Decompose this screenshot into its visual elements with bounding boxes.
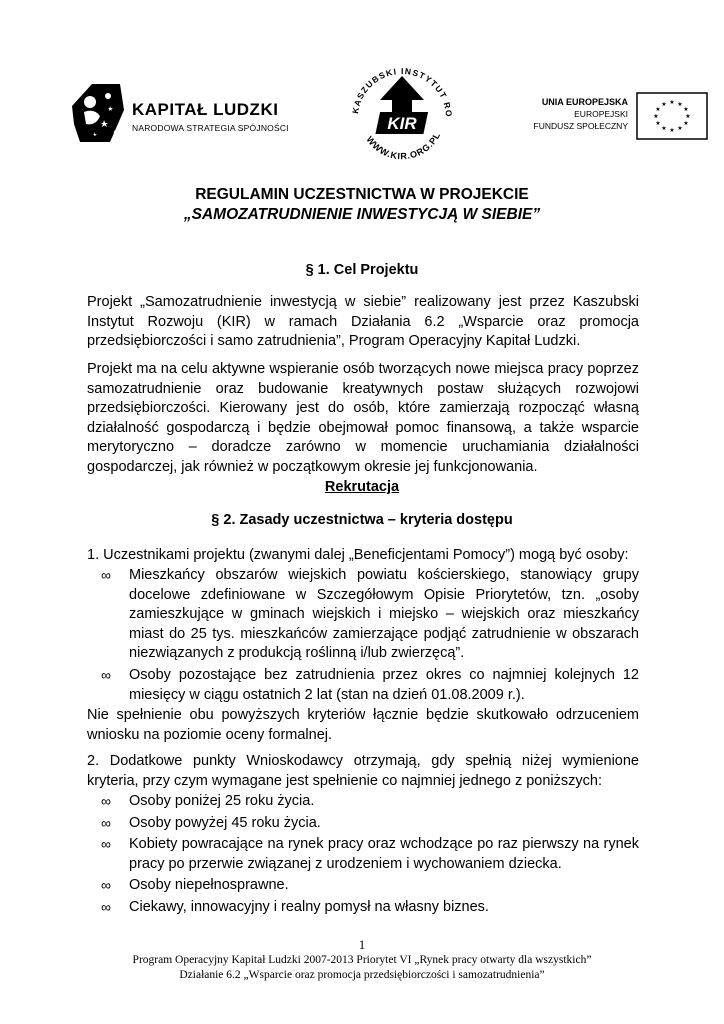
list-item (87, 814, 639, 834)
kapital-ludzki-subtitle: NARODOWA STRATEGIA SPÓJNOŚCI (132, 123, 289, 133)
infinity-bullet-icon: ∞ (101, 666, 111, 683)
svg-text:★: ★ (677, 125, 683, 132)
list-item-text: Osoby powyżej 45 roku życia. (129, 814, 321, 831)
section1-paragraph1: Projekt „Samozatrudnienie inwestycją w siebie” realizowany jest przez Kaszubski Instytut Rozwoju (KIR) w ramach Działania 6.2 „Wsparcie oraz promocja przedsiębiorczości i samo zatrudnienia”, Program Operacyjny Kapitał Ludzki. (87, 294, 639, 350)
list-item (87, 898, 639, 918)
document-title-line2: „SAMOZATRUDNIENIE INWESTYCJĄ W SIEBIE” (183, 206, 541, 223)
infinity-bullet-icon: ∞ (101, 877, 111, 894)
document-title-line1: REGULAMIN UCZESTNICTWA W PROJEKCIE (195, 186, 529, 203)
infinity-bullet-icon: ∞ (101, 836, 111, 853)
list-item-text: Osoby niepełnosprawne. (129, 877, 289, 894)
section1-paragraph2: Projekt ma na celu aktywne wspieranie osób tworzących nowe miejsca pracy poprzez samozatrudnienie oraz budowanie kreatywnych postaw służących rozwojowi przedsiębiorczości. Kierowany jest do osób, które zamierzają rozpocząć własną działalność gospodarczą i będzie obejmował pomoc finansową, a także wsparcie merytoryczno – doradcze zarówno w momencie uruchamiania działalności gospodarczej, jak również w początkowym okresie jej funkcjonowania. (87, 361, 639, 475)
eu-logo (530, 92, 716, 142)
section1-heading: § 1. Cel Projektu (305, 262, 419, 278)
infinity-bullet-icon: ∞ (101, 898, 111, 915)
svg-text:★: ★ (653, 113, 659, 120)
eu-line3: FUNDUSZ SPOŁECZNY (533, 121, 628, 131)
list-item (87, 876, 639, 896)
svg-text:★: ★ (669, 99, 675, 106)
list-item-text: Ciekawy, innowacyjny i realny pomysł na własny biznes. (129, 898, 489, 915)
kir-emblem-icon (344, 56, 460, 168)
svg-text:★: ★ (655, 120, 661, 127)
kir-logo (344, 56, 460, 168)
page-number: 1 (358, 937, 366, 952)
svg-text:★: ★ (655, 106, 661, 113)
eu-text (534, 96, 628, 132)
svg-text:★: ★ (661, 101, 667, 108)
svg-text:★: ★ (685, 113, 691, 120)
item1-intro: 1. Uczestnikami projektu (zwanymi dalej „Beneficjentami Pomocy”) mogą być osoby: (87, 547, 629, 563)
list-item-text: Osoby poniżej 25 roku życia. (129, 793, 315, 809)
kir-badge-text: KIR (387, 114, 417, 133)
kapital-ludzki-title: KAPITAŁ LUDZKI (132, 100, 279, 119)
list-item-text: Kobiety powracające na rynek pracy oraz wchodzące po raz pierwszy na rynek pracy po przerwie związanej z urodzeniem i wychowaniem dziecka. (129, 836, 639, 872)
kapital-ludzki-logo (70, 80, 290, 150)
svg-text:★: ★ (661, 125, 667, 132)
kapital-ludzki-emblem-icon (70, 80, 126, 146)
section2-heading: § 2. Zasady uczestnictwa – kryteria dostępu (211, 512, 513, 528)
item2-intro: 2. Dodatkowe punkty Wnioskodawcy otrzymają, gdy spełnią niżej wymienione kryteria, przy czym wymagane jest spełnienie co najmniej jednego z poniższych: (87, 753, 639, 789)
criteria-list-1 (87, 566, 639, 707)
criteria-note: Nie spełnienie obu powyższych kryteriów łącznie będzie skutkowało odrzuceniem wniosku na poziomie oceny formalnej. (87, 707, 639, 743)
list-item (87, 666, 639, 705)
infinity-bullet-icon: ∞ (101, 567, 111, 583)
kir-ring-text: KASZUBSKI INSTYTUT RO (350, 65, 455, 119)
eu-line1: UNIA EUROPEJSKA (541, 97, 628, 107)
infinity-bullet-icon: ∞ (101, 814, 111, 831)
list-item (87, 792, 639, 812)
footer-line1: Program Operacyjny Kapitał Ludzki 2007-2013 Priorytet VI „Rynek pracy otwarty dla wszystkich” (132, 954, 592, 966)
eu-line2: EUROPEJSKI (574, 109, 628, 119)
criteria-list-2 (87, 792, 639, 920)
kir-url-text: WWW.KIR.ORG.PL (364, 130, 443, 162)
list-item (87, 835, 639, 874)
list-item (87, 566, 639, 664)
svg-text:★: ★ (683, 120, 689, 127)
rekrutacja-heading: Rekrutacja (324, 479, 400, 495)
svg-text:★: ★ (683, 106, 689, 113)
footer-line2: Działanie 6.2 „Wsparcie oraz promocja przedsiębiorczości i samozatrudnienia” (179, 969, 545, 981)
svg-text:★: ★ (677, 101, 683, 108)
eu-flag-icon (636, 92, 708, 140)
list-item-text: Osoby pozostające bez zatrudnienia przez okres co najmniej kolejnych 12 miesięcy w ciągu ostatnich 2 lat (stan na dzień 01.08.2009 r.). (129, 666, 639, 703)
list-item-text: Mieszkańcy obszarów wiejskich powiatu kościerskiego, stanowiący grupy docelowe zdefiniowane w Szczegółowym Opisie Priorytetów, tzn. „osoby zamieszkujące w gminach wiejskich i miejsko – wiejskich oraz mieszkańcy miast do 25 tys. mieszkańców zamierzające podjąć zatrudnienie w obszarach niezwiązanych z produkcją roślinną i/lub zwierzęcą”. (129, 567, 639, 662)
infinity-bullet-icon: ∞ (101, 793, 111, 809)
svg-text:★: ★ (669, 127, 675, 134)
kir-arrow-icon (380, 76, 424, 112)
